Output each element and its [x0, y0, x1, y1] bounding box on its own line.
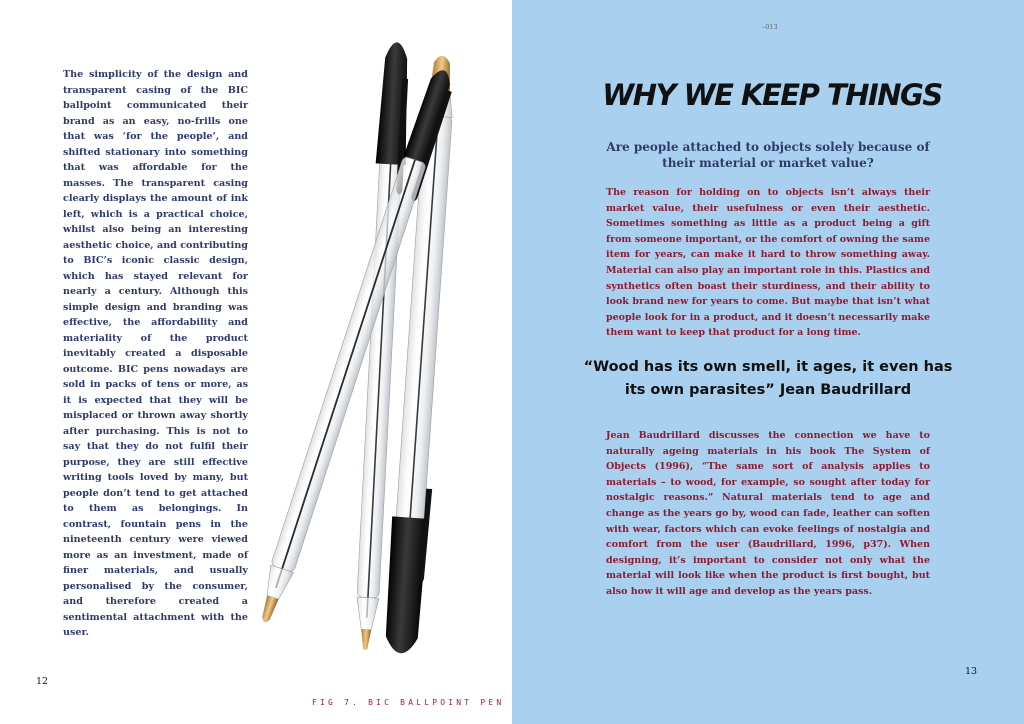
- folio-number: –013: [762, 23, 778, 31]
- right-page: [512, 0, 1024, 724]
- bic-pens-illustration: [262, 18, 482, 680]
- left-body-text: The simplicity of the design and transparent casing of the BIC ballpoint communicated their brand as an easy, no-frills one that was ‘for the people’, and shifted stationary into something that was affordable for the masses. The transparent casing clearly displays the amount of ink left, which is a practical choice, whilst also being an interesting aesthetic choice, and contributing to BIC’s iconic classic design, which has stayed relevant for nearly a century. Although this simple design and branding was effective, the affordability and materiality of the product inevitably created a disposable outcome. BIC pens nowadays are sold in packs of tens or more, as it is expected that they will be misplaced or thrown away shortly after purchasing. This is not to say that they do not fulfil their purpose, they are still effective writing tools loved by many, but people don’t tend to get attached to them as belongings. In contrast, fountain pens in the nineteenth century were viewed more as an investment, made of finer materials, and usually personalised by the consumer, and therefore created a sentimental attachment with the user.: [63, 69, 249, 638]
- page-number-right: 13: [965, 666, 978, 677]
- page-number-left: 12: [36, 676, 49, 687]
- page-subtitle: Are people attached to objects solely because of their material or market value?: [606, 140, 930, 170]
- body-paragraph-1: The reason for holding on to objects isn’t always their market value, their usefulness or even their aesthetic. Sometimes something as little as a product being a gift from someone important, or the comfort of owning the same item for years, can make it hard to throw something away. Material can also play an important role in this. Plastics and synthetics often boast their sturdiness, and their ability to look brand new for years to come. But maybe that isn’t what people look for in a product, and it doesn’t necessarily make them want to keep that product for a long time.: [606, 187, 930, 339]
- figure-caption: FIG 7. BIC BALLPOINT PEN: [312, 698, 505, 707]
- body-paragraph-2: Jean Baudrillard discusses the connection we have to naturally ageing materials in his book The System of Objects (1996), “The same sort of analysis applies to materials – to wood, for example, so sought after today for nostalgic reasons.” Natural materials tend to age and change as the years go by, wood can fade, leather can soften with wear, factors which can evoke feelings of nostalgia and comfort from the user (Baudrillard, 1996, p37). When designing, it’s important to consider not only what the material will look like when the product is first bought, but also how it will age and develop as the years pass.: [606, 430, 930, 597]
- page-title: WHY WE KEEP THINGS: [602, 78, 942, 112]
- pull-quote: “Wood has its own smell, it ages, it even has its own parasites” Jean Baudrillard: [583, 359, 953, 398]
